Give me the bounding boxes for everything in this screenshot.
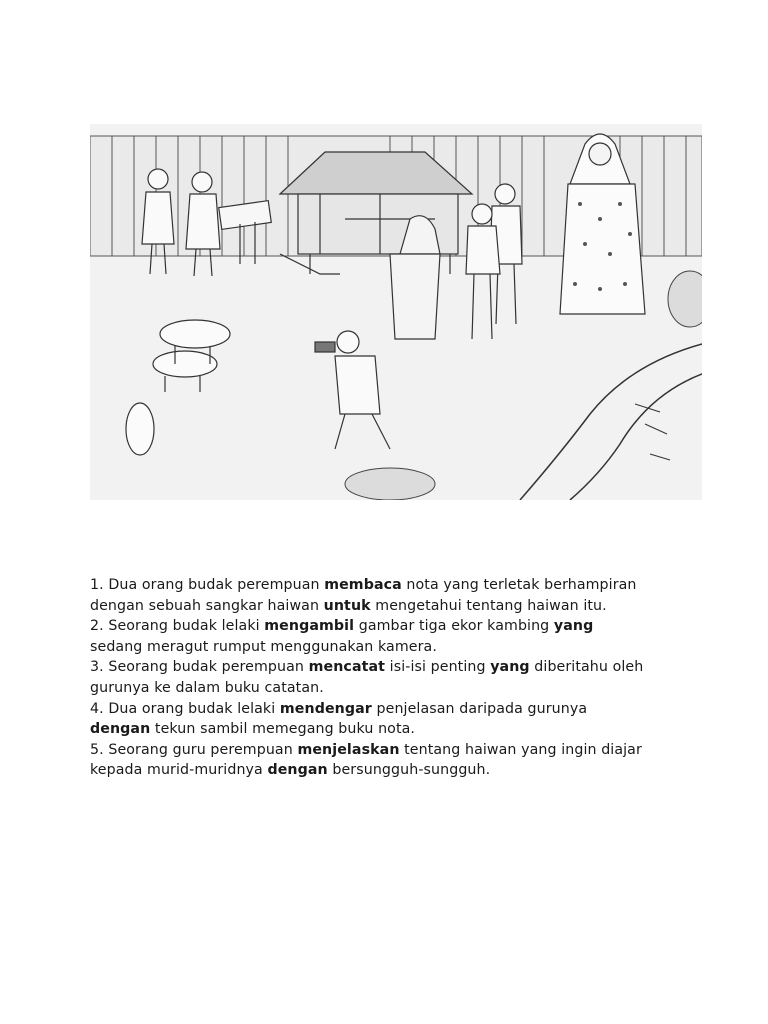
sentence-2 (90, 616, 690, 657)
sentence-line (90, 596, 690, 617)
text-segment: nota yang terletak berhampiran (401, 577, 637, 593)
text-segment: 2. Seorang budak lelaki (90, 618, 265, 635)
keyword: mencatat (308, 659, 386, 676)
text-segment: 1. Dua orang budak perempuan (90, 577, 325, 593)
sentence-line (90, 575, 690, 596)
sentence-line (90, 719, 690, 740)
keyword: dengan (267, 762, 328, 779)
sentence-line (90, 678, 690, 699)
sentence-line (90, 740, 690, 761)
text-segment: sedang meragut rumput menggunakan kamera. (90, 638, 437, 655)
school-zoo-outing-drawing (90, 124, 702, 500)
text-segment: diberitahu oleh (529, 659, 644, 676)
keyword: yang (490, 659, 530, 676)
keyword: untuk (323, 597, 371, 614)
text-segment: tentang haiwan yang ingin diajar (399, 741, 642, 758)
text-segment: dengan sebuah sangkar haiwan (90, 597, 324, 614)
keyword: menjelaskan (297, 741, 400, 758)
sentence-line (90, 699, 690, 720)
keyword: mengambil (264, 618, 355, 635)
scene-illustration (90, 124, 702, 500)
text-segment: gurunya ke dalam buku catatan. (90, 679, 324, 696)
text-segment: mengetahui tentang haiwan itu. (370, 597, 607, 614)
keyword: dengan (90, 721, 151, 738)
keyword: mendengar (279, 700, 372, 717)
text-segment: gambar tiga ekor kambing (354, 618, 554, 635)
text-segment: isi-isi penting (385, 659, 491, 676)
sentence-line (90, 637, 690, 658)
description-text (90, 575, 690, 781)
keyword: membaca (324, 577, 402, 593)
text-segment: bersungguh-sungguh. (327, 762, 491, 779)
sentence-5 (90, 740, 690, 781)
sentence-line (90, 760, 690, 781)
text-segment: tekun sambil memegang buku nota. (150, 721, 416, 738)
text-segment: 5. Seorang guru perempuan (90, 741, 298, 758)
sentence-line (90, 657, 690, 678)
text-segment: 3. Seorang budak perempuan (90, 659, 309, 676)
sentence-3 (90, 657, 690, 698)
sentence-line (90, 616, 690, 637)
text-segment: penjelasan daripada gurunya (371, 700, 588, 717)
keyword: yang (553, 618, 594, 635)
text-segment: kepada murid-muridnya (90, 762, 268, 779)
text-segment: 4. Dua orang budak lelaki (90, 700, 280, 717)
sentence-4 (90, 699, 690, 740)
sentence-1 (90, 575, 690, 616)
